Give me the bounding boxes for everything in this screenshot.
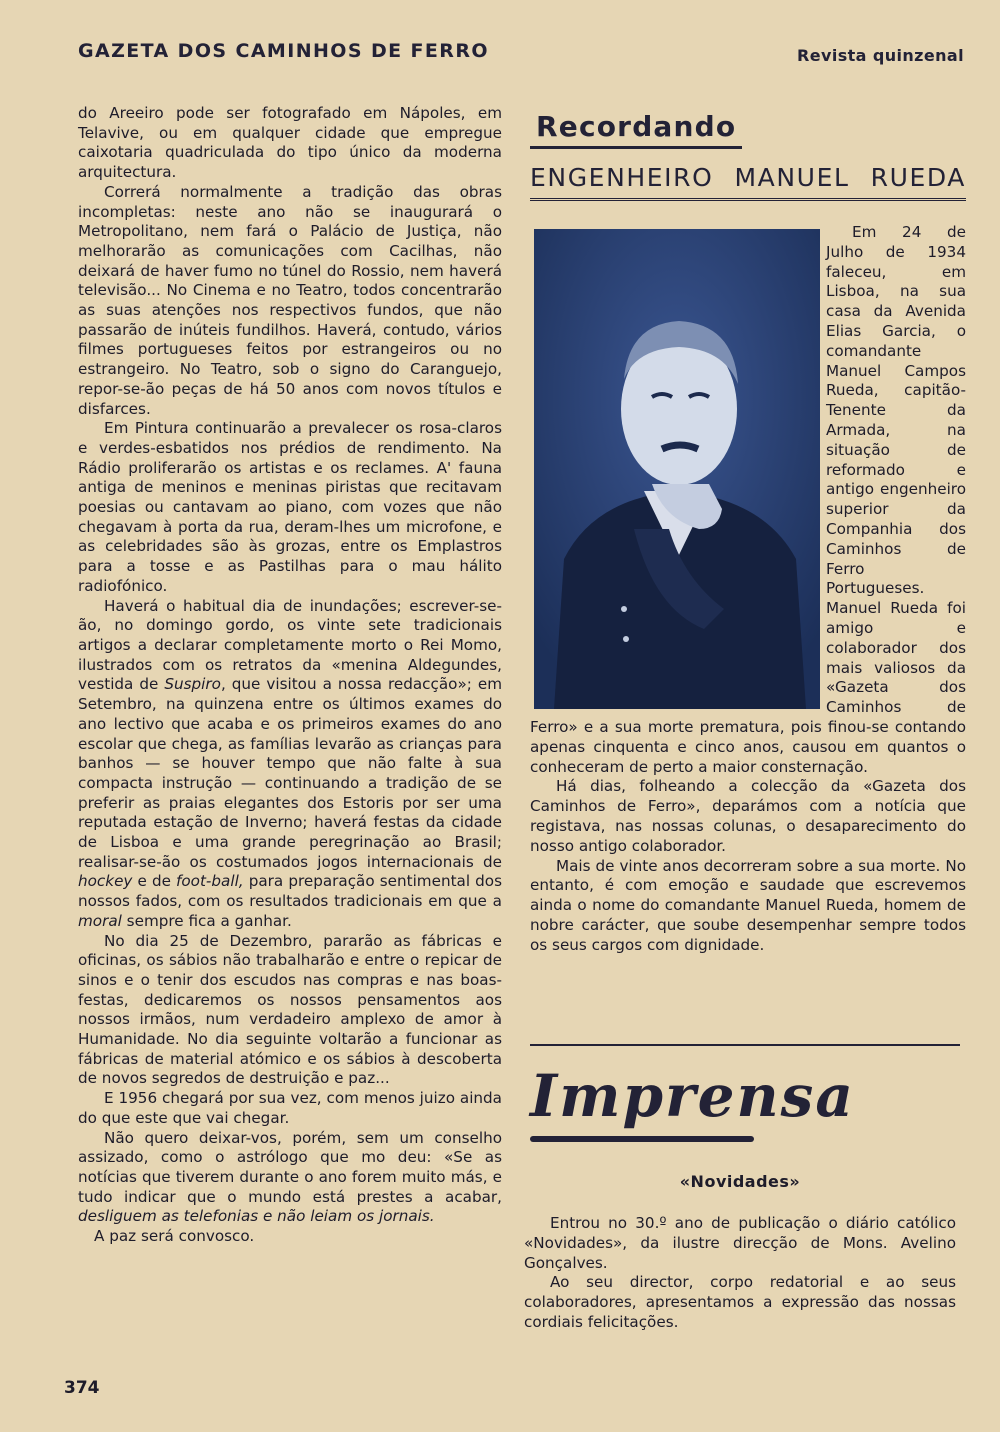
left-column-article <box>78 104 502 1247</box>
section-title-imprensa: Imprensa <box>530 1062 855 1130</box>
section-title-recordando: Recordando <box>530 104 742 149</box>
news-subhead: «Novidades» <box>679 1172 801 1191</box>
imprensa-body <box>524 1214 956 1333</box>
paragraph: do Areeiro pode ser fotografado em Nápoles, em Telavive, ou em qualquer cidade que empregue caixotaria quadriculada do tipo único da moderna arquitectura. <box>78 104 502 182</box>
section-divider <box>530 1044 960 1046</box>
page-number: 374 <box>64 1378 100 1398</box>
article-headline: ENGENHEIRO MANUEL RUEDA <box>530 163 966 201</box>
italic-quote: desliguem as telefonias e não leiam os jornais. <box>78 1207 435 1226</box>
paragraph: Ao seu director, corpo redatorial e ao seus colaboradores, apresentamos a expressão das nossas cordiais felicitações. <box>524 1273 956 1331</box>
paragraph: E 1956 chegará por sua vez, com menos juizo ainda do que este que vai chegar. <box>78 1089 502 1127</box>
paragraph: Não quero deixar-vos, porém, sem um conselho assizado, como o astrólogo que mo deu: «Se as notícias que tiverem durante o ano forem muito más, e tudo indicar que o mundo está prestes a acabar, desliguem as telefonias e não leiam os jornais. <box>78 1128 502 1226</box>
portrait-photo <box>534 229 820 709</box>
italic-term: hockey <box>78 872 133 891</box>
paragraph: Em 24 de Julho de 1934 faleceu, em Lisboa, na sua casa da Avenida Elias Garcia, o comandante Manuel Campos Rueda, capitão-Tenente da Armada, na situação de reformado e antigo engenheiro superior da Companhia dos Caminhos de Ferro Portugueses. Manuel Rueda foi amigo e colaborador dos mais valiosos da «Gazeta dos Caminhos de Ferro» e a sua morte prematura, pois finou-se contando apenas cinquenta e cinco anos, causou em quantos o conheceram de perto a maior consternação. <box>530 223 966 776</box>
portrait-image <box>534 229 820 709</box>
publication-frequency: Revista quinzenal <box>797 46 964 65</box>
paragraph: Correrá normalmente a tradição das obras incompletas: neste ano não se inaugurará o Metropolitano, nem fará o Palácio de Justiça, não melhorarão as comunicações com Cacilhas, não deixará de haver fumo no túnel do Rossio, nem haverá televisão... No Cinema e no Teatro, todos concentrarão as suas atenções nos respectivos fundos, que não passarão de inúteis fundilhos. Haverá, contudo, vários filmes portugueses feitos por estrangeiros ou no estrangeiro. No Teatro, sob o signo do Caranguejo, repor-se-ão peças de há 50 anos com novos títulos e disfarces. <box>78 182 502 418</box>
italic-term: foot-ball, <box>176 872 244 891</box>
italic-term: Suspiro <box>164 675 221 694</box>
italic-term: moral <box>78 911 122 930</box>
paragraph: Em Pintura continuarão a prevalecer os rosa-claros e verdes-esbatidos nos prédios de rendimento. Na Rádio proliferarão os artistas e os reclames. A' fauna antiga de meninos e meninas piristas que recitavam poesias ou cantavam ao piano, com vozes que não chegavam à porta da rua, deram-lhes um microfone, e as celebridades são às grozas, entre os Emplastros para a tosse e as Pastilhas para o mau hálito radiofónico. <box>78 419 502 595</box>
paragraph: Há dias, folheando a colecção da «Gazeta dos Caminhos de Ferro», deparámos com a notícia que registava, nas nossas colunas, o desaparecimento do nosso antigo colaborador. <box>530 777 966 855</box>
paragraph: Haverá o habitual dia de inundações; escrever-se-ão, no domingo gordo, os vinte sete tradicionais artigos a declarar completamente morto o Rei Momo, ilustrados com os retratos da «menina Aldegundes, vestida de Suspiro, que visitou a nossa redacção»; em Setembro, na quinzena entre os últimos exames do ano lectivo que acaba e os primeiros exames do ano escolar que chega, as famílias levarão as crianças para banhos — se houver tempo que não falte à sua compacta instrução — continuando a tradição de se preferir as praias elegantes dos Estoris por ser uma reputada estação de Inverno; haverá festas da cidade de Lisboa e uma grande peregrinação ao Brasil; realisar-se-ão os costumados jogos internacionais de hockey e de foot-ball, para preparação sentimental dos nossos fados, com os resultados tradicionais em que a moral sempre fica a ganhar. <box>78 596 502 930</box>
publication-title: GAZETA DOS CAMINHOS DE FERRO <box>78 40 489 62</box>
imprensa-underline <box>530 1136 754 1142</box>
recordando-body <box>530 223 966 955</box>
paragraph: Mais de vinte anos decorreram sobre a sua morte. No entanto, é com emoção e saudade que escrevemos ainda o nome do comandante Manuel Rueda, homem de nobre carácter, que soube desempenhar sempre todos os seus cargos com dignidade. <box>530 856 966 954</box>
paragraph: A paz será convosco. <box>94 1227 255 1246</box>
paragraph: Entrou no 30.º ano de publicação o diário católico «Novidades», da ilustre direcção de Mons. Avelino Gonçalves. <box>524 1214 956 1272</box>
recordando-section <box>530 104 966 955</box>
paragraph: No dia 25 de Dezembro, pararão as fábricas e oficinas, os sábios não trabalharão e entre o repicar de sinos e o tenir dos escudos nas compras e nas boas-festas, dedicaremos os nossos pensamentos aos nossos irmãos, num verdadeiro amplexo de amor à Humanidade. No dia seguinte voltarão a funcionar as fábricas de material atómico e os sábios à descoberta de novos segredos de destruição e paz... <box>78 931 502 1088</box>
